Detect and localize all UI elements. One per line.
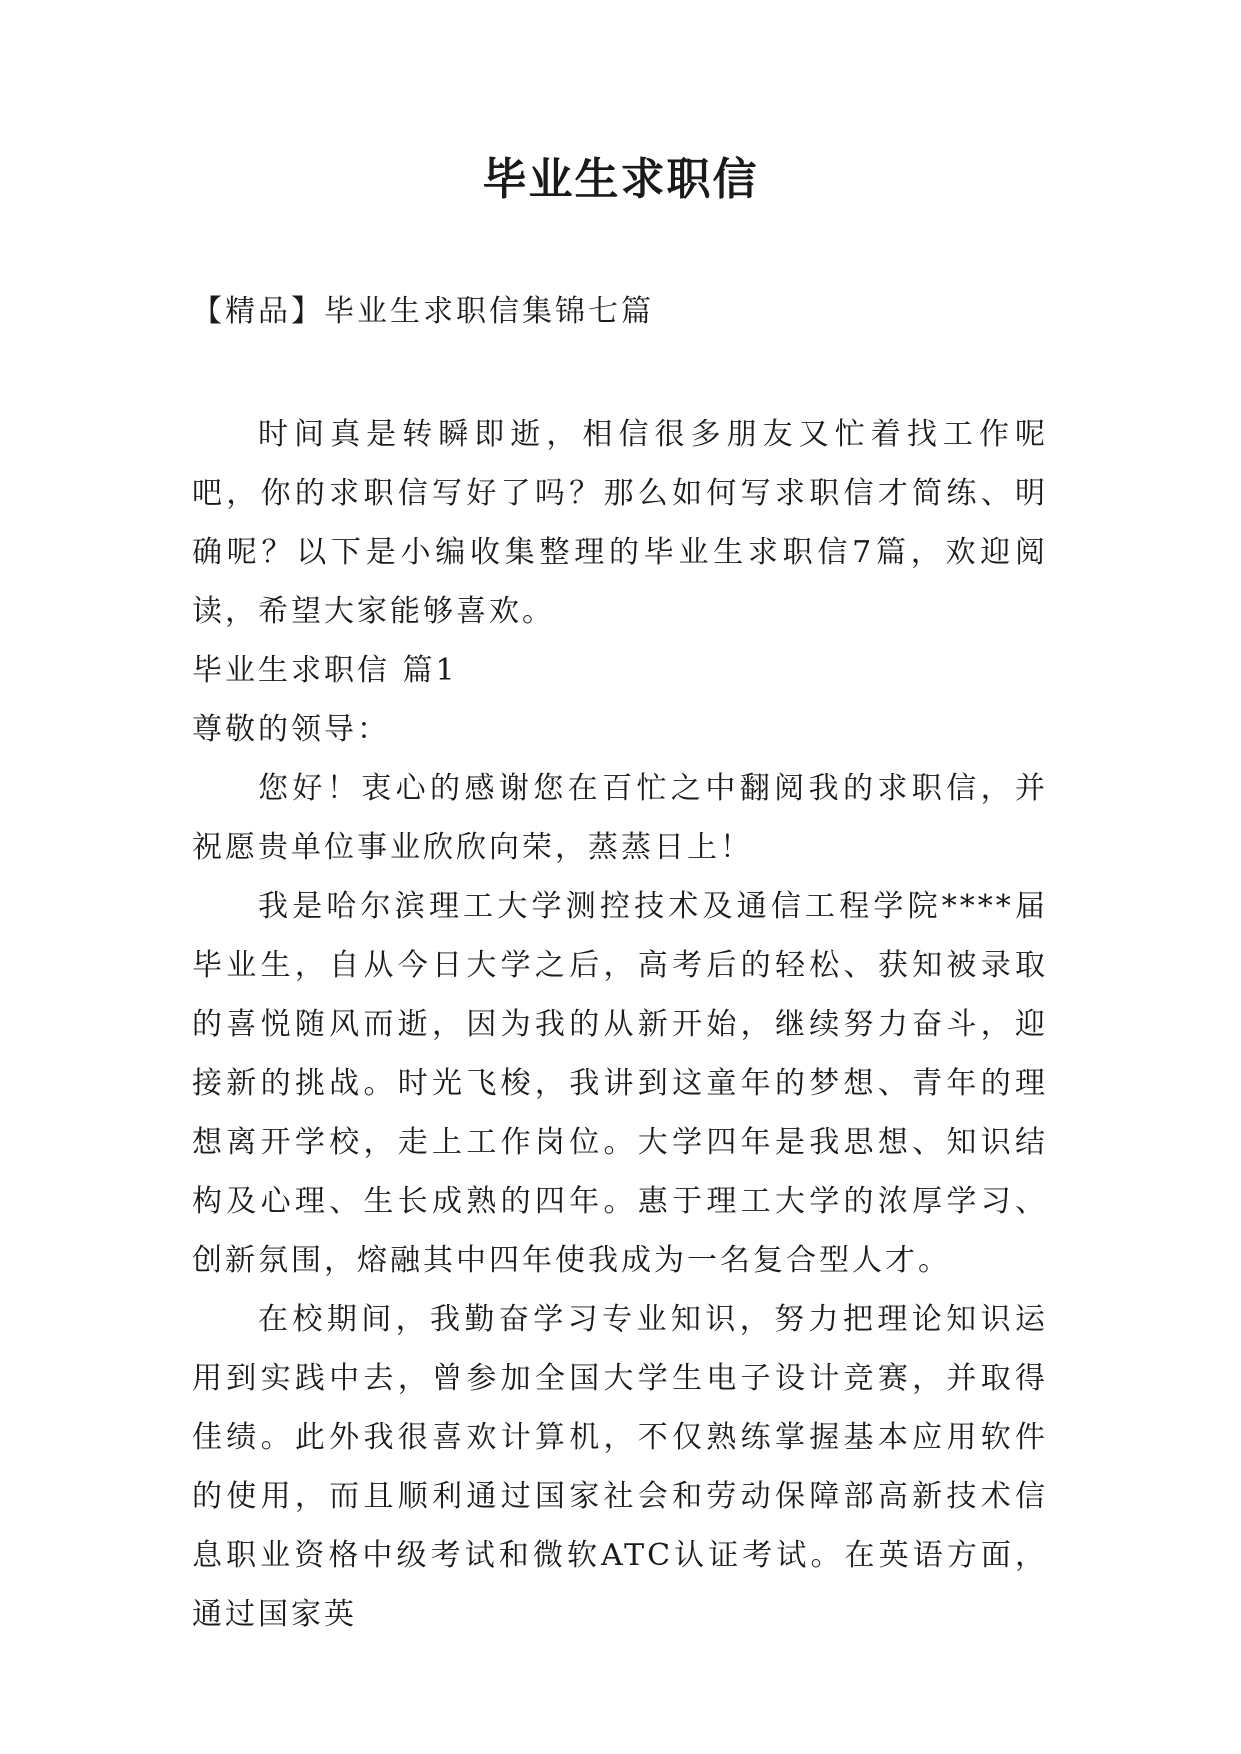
document-subtitle: 【精品】毕业生求职信集锦七篇 — [192, 294, 654, 329]
paragraph: 在校期间，我勤奋学习专业知识，努力把理论知识运用到实践中去，曾参加全国大学生电子设计竞赛，并取得佳绩。此外我很喜欢计算机，不仅熟练掌握基本应用软件的使用，而且顺利通过国家社会和劳动保障部高新技术信息职业资格中级考试和微软ATC认证考试。在英语方面，通过国家英 — [192, 1302, 1048, 1632]
salutation: 尊敬的领导： — [192, 712, 390, 747]
document-body — [192, 405, 1048, 1644]
page-title: 毕业生求职信 — [482, 154, 759, 205]
paragraph: 我是哈尔滨理工大学测控技术及通信工程学院****届毕业生，自从今日大学之后，高考后的轻松、获知被录取的喜悦随风而逝，因为我的从新开始，继续努力奋斗，迎接新的挑战。时光飞梭，我讲到这童年的梦想、青年的理想离开学校，走上工作岗位。大学四年是我思想、知识结构及心理、生长成熟的四年。惠于理工大学的浓厚学习、创新氛围，熔融其中四年使我成为一名复合型人才。 — [192, 889, 1048, 1278]
paragraph: 您好！衷心的感谢您在百忙之中翻阅我的求职信，并祝愿贵单位事业欣欣向荣，蒸蒸日上！ — [192, 771, 1048, 865]
section-heading: 毕业生求职信 篇1 — [192, 653, 458, 688]
paragraph: 时间真是转瞬即逝，相信很多朋友又忙着找工作呢吧，你的求职信写好了吗？那么如何写求职信才简练、明确呢？以下是小编收集整理的毕业生求职信7篇，欢迎阅读，希望大家能够喜欢。 — [192, 417, 1048, 629]
